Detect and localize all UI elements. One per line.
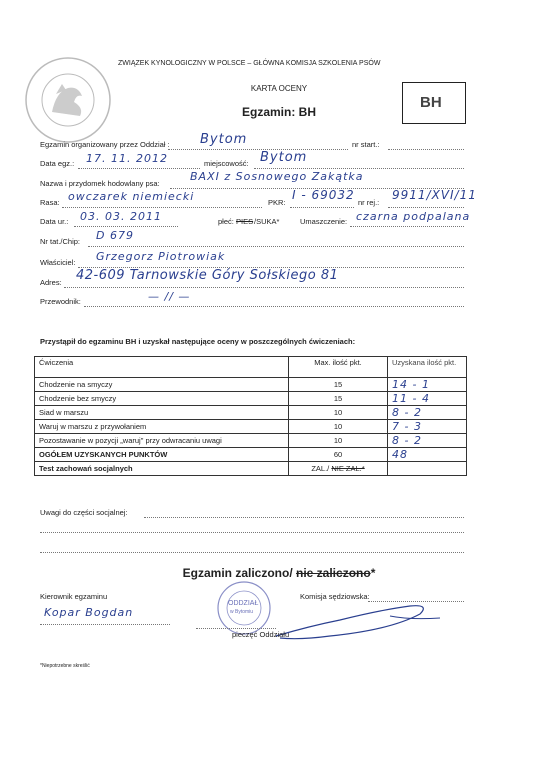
table-row <box>35 378 467 392</box>
zkwp-logo <box>22 54 114 146</box>
place-line <box>254 168 464 169</box>
table-row <box>35 406 467 420</box>
col-score: Uzyskana ilość pkt. <box>388 357 467 378</box>
exercise-name: Waruj w marszu z przywołaniem <box>35 420 289 434</box>
exercise-score: 8 - 2 <box>388 406 467 420</box>
chip-label: Nr tat./Chip: <box>40 237 81 246</box>
branch-value: Bytom <box>200 132 248 147</box>
breed-label: Rasa: <box>40 198 60 207</box>
sex-label: płeć: <box>218 217 234 226</box>
col-exercises: Ćwiczenia <box>35 357 289 378</box>
leader-label: Kierownik egzaminu <box>40 592 108 601</box>
social-label: Test zachowań socjalnych <box>35 462 289 476</box>
pkr-label: PKR: <box>268 198 286 207</box>
handler-value: — // — <box>148 290 191 303</box>
reg-value: 9911/XVI/11 <box>392 188 477 202</box>
color-label: Umaszczenie: <box>300 217 348 226</box>
start-label: nr start.: <box>352 140 380 149</box>
table-row <box>35 420 467 434</box>
branch-label: Egzamin organizowany przez Oddział : <box>40 140 170 149</box>
table-row <box>35 434 467 448</box>
exercise-score: 7 - 3 <box>388 420 467 434</box>
birth-label: Data ur.: <box>40 217 69 226</box>
reg-line <box>388 207 464 208</box>
address-label: Adres: <box>40 278 62 287</box>
card-title: KARTA OCENY <box>250 84 308 93</box>
committee-signature <box>270 596 456 644</box>
remarks-line-3 <box>40 552 464 553</box>
intro-text: Przystąpił do egzaminu BH i uzyskał następujące oceny w poszczególnych ćwiczeniach: <box>40 337 356 346</box>
date-line <box>78 168 200 169</box>
exercise-name: Chodzenie bez smyczy <box>35 392 289 406</box>
exercise-max: 10 <box>289 406 388 420</box>
result-pass: Egzamin zaliczono/ <box>182 566 296 580</box>
footnote: *Niepotrzebne skreślić <box>40 663 90 669</box>
exercise-max: 10 <box>289 434 388 448</box>
total-max: 60 <box>289 448 388 462</box>
exercise-max: 15 <box>289 378 388 392</box>
date-value: 17. 11. 2012 <box>86 152 168 165</box>
color-value: czarna podpalana <box>356 210 471 223</box>
remarks-label: Uwagi do części socjalnej: <box>40 508 128 517</box>
exercise-name: Chodzenie na smyczy <box>35 378 289 392</box>
scores-table <box>34 356 467 476</box>
remarks-line-1 <box>144 517 464 518</box>
exercise-max: 10 <box>289 420 388 434</box>
color-line <box>350 226 464 227</box>
branch-line <box>168 149 348 150</box>
birth-value: 03. 03. 2011 <box>80 210 162 223</box>
address-line <box>64 287 464 288</box>
exercise-name: Siad w marszu <box>35 406 289 420</box>
address-value: 42-609 Tarnowskie Góry Sołskiego 81 <box>76 268 339 283</box>
table-header-row <box>35 357 467 378</box>
leader-signature: Kopar Bogdan <box>44 606 134 619</box>
exam-code-text: BH <box>420 94 442 111</box>
table-social-row <box>35 462 467 476</box>
exercise-name: Pozostawanie w pozycji „waruj" przy odwracaniu uwagi <box>35 434 289 448</box>
exercise-max: 15 <box>289 392 388 406</box>
birth-line <box>74 226 178 227</box>
exercise-score: 14 - 1 <box>388 378 467 392</box>
leader-line <box>40 624 170 625</box>
date-label: Data egz.: <box>40 159 75 168</box>
exercise-score: 11 - 4 <box>388 392 467 406</box>
total-score: 48 <box>388 448 467 462</box>
exam-result <box>0 566 558 580</box>
reg-label: nr rej.: <box>358 198 380 207</box>
place-label: miejscowość: <box>204 159 249 168</box>
social-score-empty <box>388 462 467 476</box>
org-name: ZWIĄZEK KYNOLOGICZNY W POLSCE – GŁÓWNA KOMISJA SZKOLENIA PSÓW <box>118 60 381 67</box>
handler-line <box>84 306 464 307</box>
sex-male-struck: PIES <box>236 217 254 226</box>
chip-line <box>88 246 464 247</box>
stamp-text: ODDZIAŁ <box>228 600 259 607</box>
result-asterisk: * <box>370 566 376 580</box>
table-total-row <box>35 448 467 462</box>
sex-rest: /SUKA* <box>254 217 280 226</box>
owner-value: Grzegorz Piotrowiak <box>96 250 226 263</box>
stamp-city: w Bytomiu <box>230 609 254 615</box>
chip-value: D 679 <box>96 229 134 242</box>
pkr-line <box>290 207 354 208</box>
committee-label: Komisja sędziowska: <box>300 592 370 601</box>
start-line <box>388 149 464 150</box>
exercise-score: 8 - 2 <box>388 434 467 448</box>
social-zal: ZAL./ <box>311 463 330 473</box>
dog-value: BAXI z Sosnowego Zakątka <box>190 170 364 183</box>
handler-label: Przewodnik: <box>40 297 81 306</box>
social-result <box>289 462 388 476</box>
social-niezal-struck: NIE ZAL.* <box>331 463 365 473</box>
table-row <box>35 392 467 406</box>
stamp-line <box>196 628 276 629</box>
stamp-label: pieczęć Oddziału <box>232 630 290 639</box>
pkr-value: I - 69032 <box>292 188 355 202</box>
owner-label: Właściciel: <box>40 258 76 267</box>
remarks-line-2 <box>40 532 464 533</box>
breed-value: owczarek niemiecki <box>68 190 195 203</box>
dog-label: Nazwa i przydomek hodowlany psa: <box>40 179 160 188</box>
exam-title: Egzamin: BH <box>241 105 316 119</box>
col-max: Max. ilość pkt. <box>289 357 388 378</box>
breed-line <box>62 207 262 208</box>
total-label: OGÓŁEM UZYSKANYCH PUNKTÓW <box>35 448 289 462</box>
result-fail-struck: nie zaliczono <box>296 566 371 580</box>
place-value: Bytom <box>260 150 308 165</box>
